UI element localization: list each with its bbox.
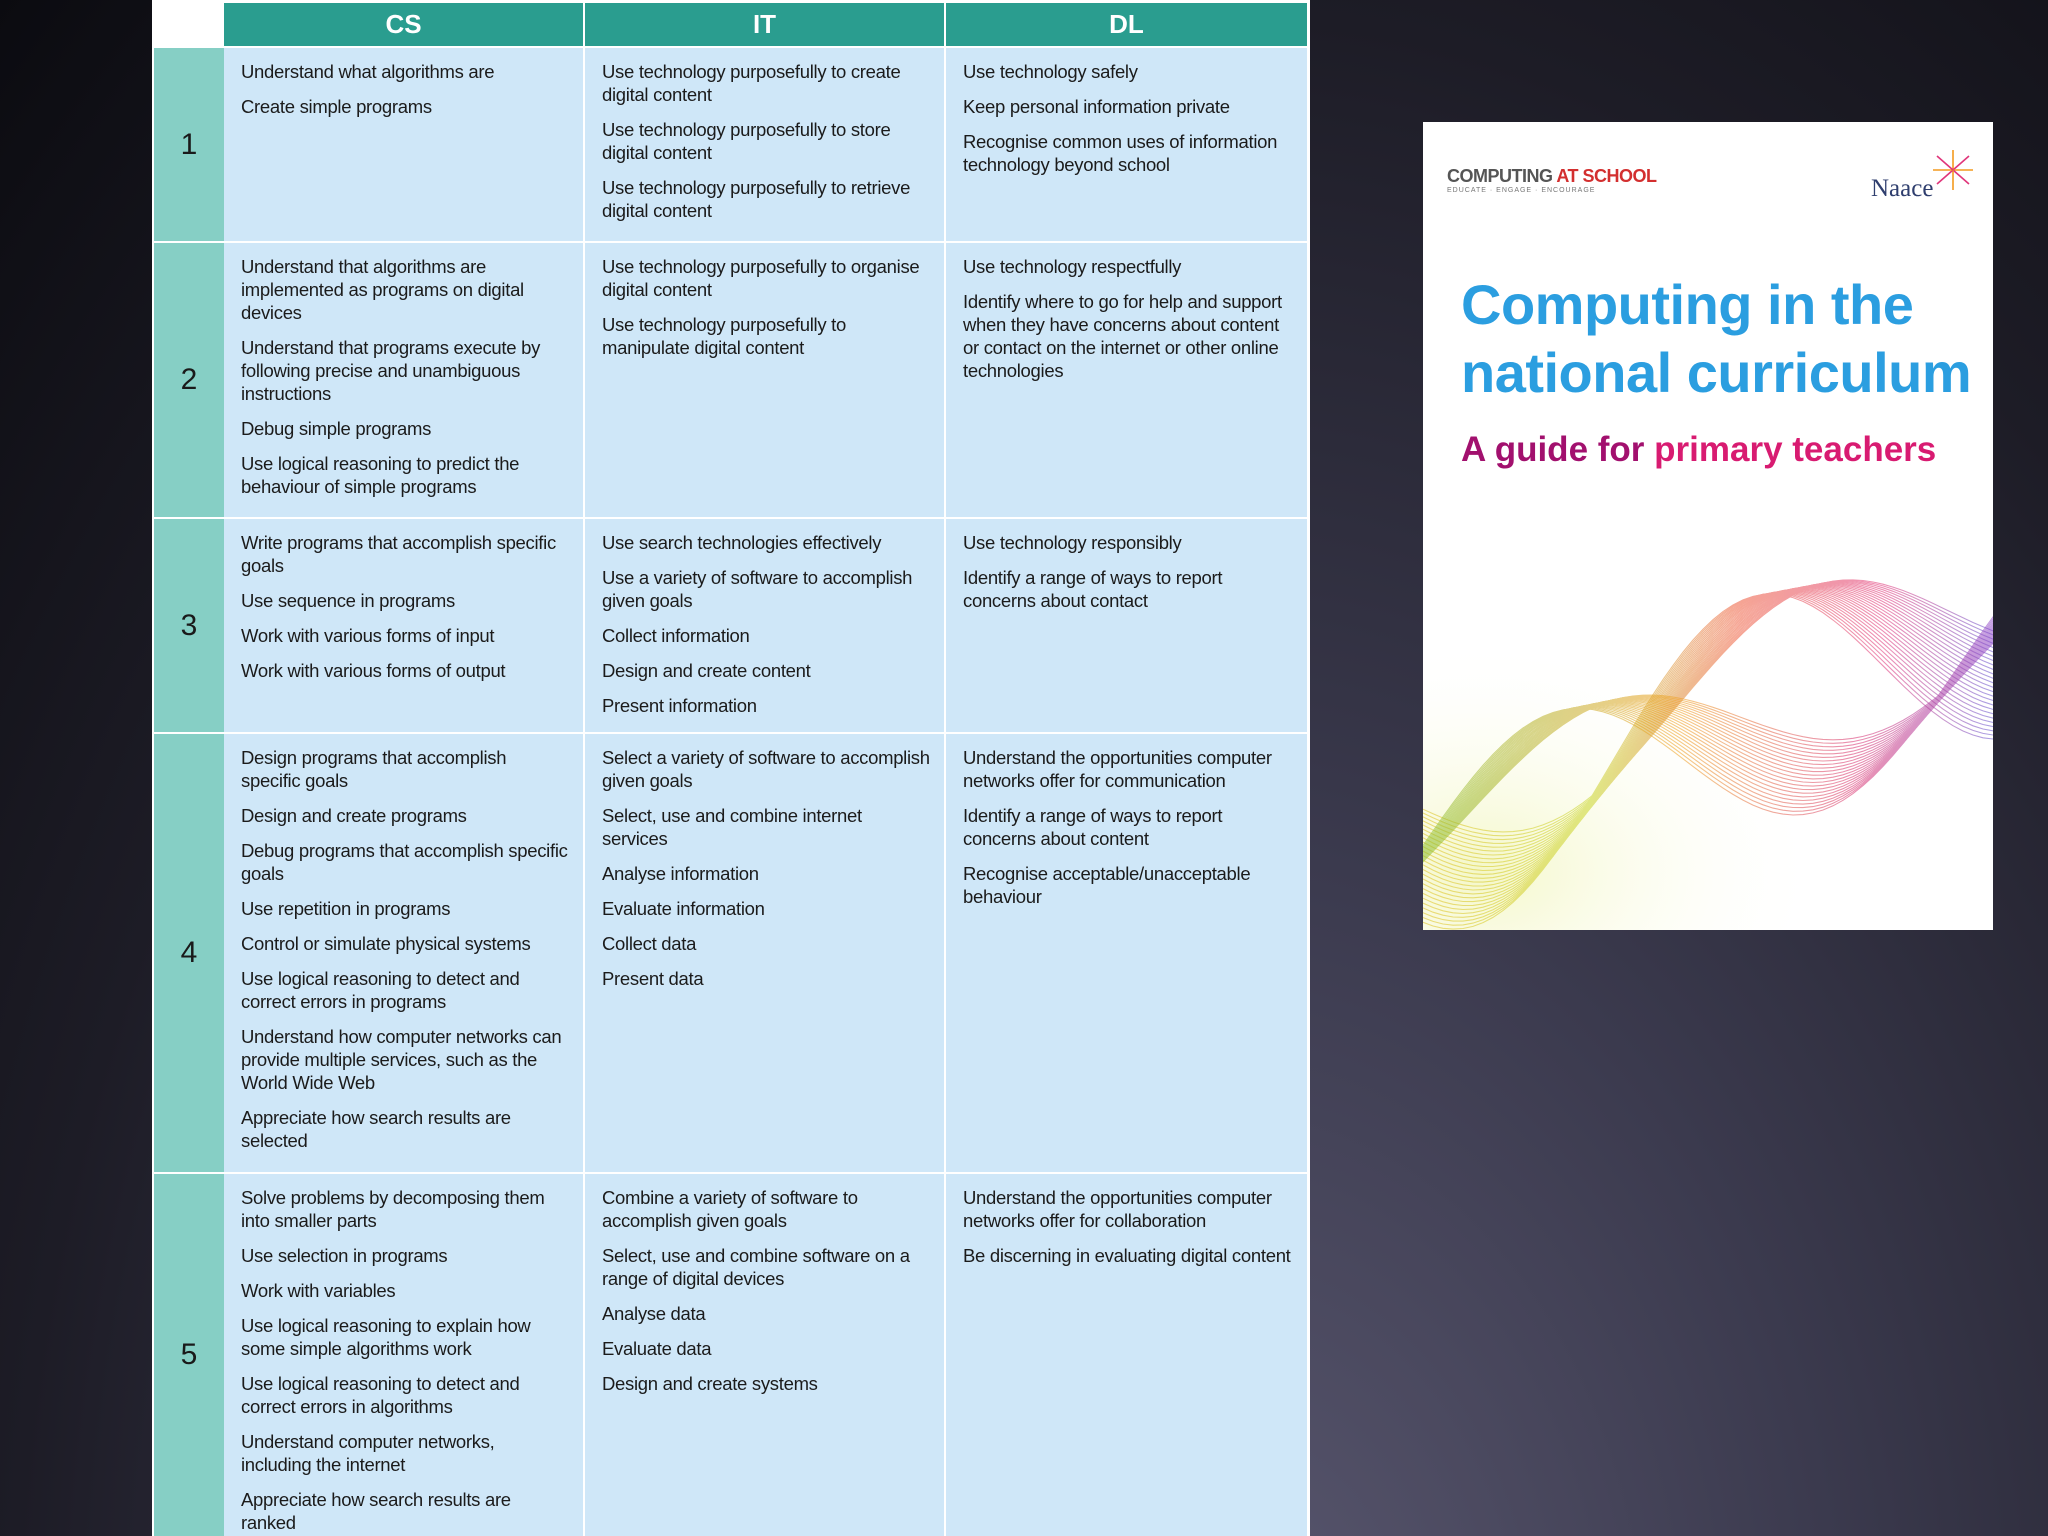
curriculum-item: Understand that programs execute by following precise and unambiguous instructions [241, 337, 541, 404]
curriculum-table [152, 0, 1310, 1536]
curriculum-item: Control or simulate physical systems [241, 933, 531, 954]
column-header-it: IT [585, 3, 944, 46]
curriculum-item: Use technology purposefully to manipulate digital content [602, 314, 846, 358]
curriculum-item: Use a variety of software to accomplish given goals [602, 567, 913, 611]
curriculum-item: Use technology respectfully [963, 256, 1182, 277]
curriculum-item: Select, use and combine software on a range of digital devices [602, 1245, 910, 1289]
row-number-2: 2 [154, 243, 224, 517]
curriculum-item: Understand computer networks, including the internet [241, 1431, 495, 1475]
column-header-cs: CS [224, 3, 583, 46]
cell-dl-row-3 [946, 519, 1307, 732]
cell-cs-row-3 [224, 519, 583, 732]
curriculum-item: Appreciate how search results are ranked [241, 1489, 511, 1533]
curriculum-item: Use technology purposefully to organise digital content [602, 256, 920, 300]
cell-dl-row-1 [946, 48, 1307, 241]
cover-title-line-1: Computing in the [1461, 273, 1914, 336]
naace-star-icon [1931, 148, 1975, 192]
curriculum-item: Work with various forms of output [241, 660, 506, 681]
curriculum-item: Recognise acceptable/unacceptable behaviour [963, 863, 1251, 907]
curriculum-item: Combine a variety of software to accomplish given goals [602, 1187, 858, 1231]
cell-cs-row-4 [224, 734, 583, 1172]
curriculum-item: Create simple programs [241, 96, 432, 117]
row-number-5: 5 [154, 1174, 224, 1536]
curriculum-item: Keep personal information private [963, 96, 1230, 117]
naace-logo: Naace [1871, 175, 1934, 202]
curriculum-item: Be discerning in evaluating digital content [963, 1245, 1291, 1266]
curriculum-item: Use technology purposefully to store digital content [602, 119, 891, 163]
curriculum-item: Write programs that accomplish specific goals [241, 532, 556, 576]
curriculum-item: Understand that algorithms are implemented as programs on digital devices [241, 256, 524, 323]
curriculum-item: Select, use and combine internet services [602, 805, 862, 849]
cell-cs-row-2 [224, 243, 583, 517]
curriculum-item: Recognise common uses of information technology beyond school [963, 131, 1278, 175]
curriculum-item: Identify where to go for help and support when they have concerns about content or contact on the internet or other online technologies [963, 291, 1282, 381]
curriculum-item: Design and create systems [602, 1373, 818, 1394]
curriculum-item: Design and create programs [241, 805, 467, 826]
curriculum-item: Appreciate how search results are selected [241, 1107, 511, 1151]
curriculum-item: Debug simple programs [241, 418, 432, 439]
curriculum-item: Select a variety of software to accomplish given goals [602, 747, 930, 791]
wave-artwork [1423, 122, 1993, 930]
curriculum-item: Present information [602, 695, 757, 716]
curriculum-item: Use technology responsibly [963, 532, 1182, 553]
column-header-dl: DL [946, 3, 1307, 46]
cell-it-row-2 [585, 243, 944, 517]
cell-dl-row-2 [946, 243, 1307, 517]
cell-it-row-4 [585, 734, 944, 1172]
curriculum-item: Use technology safely [963, 61, 1138, 82]
curriculum-item: Work with variables [241, 1280, 396, 1301]
cover-subtitle: A guide for primary teachers [1461, 430, 1937, 469]
curriculum-item: Understand the opportunities computer networks offer for collaboration [963, 1187, 1272, 1231]
curriculum-item: Identify a range of ways to report concerns about contact [963, 567, 1223, 611]
curriculum-item: Analyse data [602, 1303, 706, 1324]
curriculum-item: Evaluate information [602, 898, 765, 919]
curriculum-item: Identify a range of ways to report concerns about content [963, 805, 1223, 849]
curriculum-item: Use sequence in programs [241, 590, 455, 611]
curriculum-item: Use selection in programs [241, 1245, 448, 1266]
curriculum-item: Design and create content [602, 660, 811, 681]
curriculum-item: Understand what algorithms are [241, 61, 495, 82]
cell-cs-row-1 [224, 48, 583, 241]
curriculum-item: Understand the opportunities computer networks offer for communication [963, 747, 1272, 791]
curriculum-item: Design programs that accomplish specific goals [241, 747, 507, 791]
cell-dl-row-4 [946, 734, 1307, 1172]
book-cover [1423, 122, 1993, 930]
curriculum-item: Use logical reasoning to explain how some simple algorithms work [241, 1315, 531, 1359]
curriculum-item: Solve problems by decomposing them into smaller parts [241, 1187, 545, 1231]
curriculum-item: Use logical reasoning to detect and correct errors in programs [241, 968, 520, 1012]
row-number-3: 3 [154, 519, 224, 732]
curriculum-item: Use logical reasoning to predict the behaviour of simple programs [241, 453, 520, 497]
computing-at-school-logo: COMPUTING AT SCHOOL EDUCATE · ENGAGE · ENCOURAGE [1447, 166, 1657, 194]
curriculum-item: Work with various forms of input [241, 625, 495, 646]
curriculum-item: Use search technologies effectively [602, 532, 882, 553]
cell-it-row-3 [585, 519, 944, 732]
curriculum-item: Present data [602, 968, 704, 989]
curriculum-item: Debug programs that accomplish specific goals [241, 840, 568, 884]
cover-title-line-2: national curriculum [1461, 341, 1972, 404]
curriculum-item: Use logical reasoning to detect and correct errors in algorithms [241, 1373, 520, 1417]
curriculum-item: Collect information [602, 625, 750, 646]
cell-cs-row-5 [224, 1174, 583, 1536]
curriculum-item: Use technology purposefully to create digital content [602, 61, 901, 105]
curriculum-item: Understand how computer networks can provide multiple services, such as the World Wide Web [241, 1026, 562, 1093]
curriculum-item: Collect data [602, 933, 697, 954]
curriculum-item: Use repetition in programs [241, 898, 451, 919]
cell-dl-row-5 [946, 1174, 1307, 1536]
cell-it-row-1 [585, 48, 944, 241]
cell-it-row-5 [585, 1174, 944, 1536]
curriculum-item: Use technology purposefully to retrieve digital content [602, 177, 911, 221]
curriculum-item: Evaluate data [602, 1338, 712, 1359]
row-number-4: 4 [154, 734, 224, 1172]
row-number-1: 1 [154, 48, 224, 241]
curriculum-item: Analyse information [602, 863, 759, 884]
